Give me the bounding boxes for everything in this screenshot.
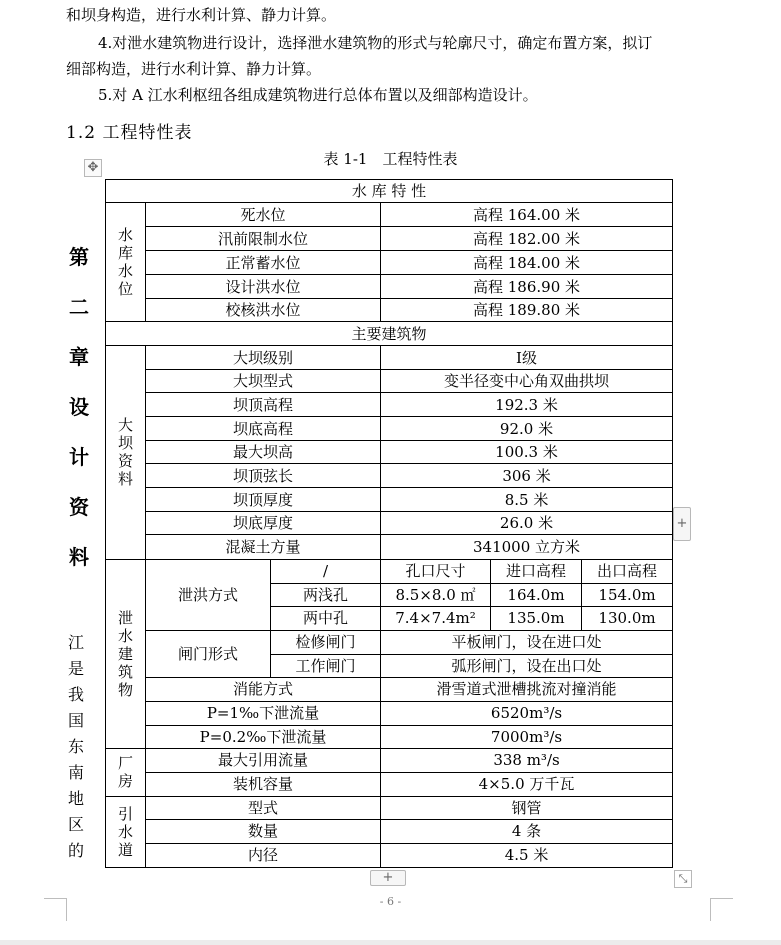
table-row	[106, 393, 673, 417]
outlet-size: 7.4×7.4m²	[381, 606, 491, 630]
gate-label: 闸门形式	[146, 630, 271, 677]
table-row	[106, 464, 673, 488]
table-row	[106, 748, 673, 772]
outlet-header-inlet: 进口高程	[491, 559, 582, 583]
table-resize-handle-icon[interactable]: ⤡	[674, 870, 692, 888]
reservoir-label: 正常蓄水位	[146, 251, 381, 275]
reservoir-value: 高程 182.00 米	[381, 227, 673, 251]
gate-name: 检修闸门	[271, 630, 381, 654]
table-row	[106, 559, 673, 583]
side-flow-char: 区	[67, 815, 84, 834]
side-flow-text	[64, 630, 88, 864]
spillway-group-label: 泄水建筑物	[106, 559, 146, 748]
dam-value: 92.0 米	[381, 417, 673, 441]
table-row	[106, 772, 673, 796]
penstock-group-label: 引水道	[106, 796, 146, 867]
reservoir-value: 高程 189.80 米	[381, 299, 673, 322]
gate-value: 平板闸门，设在进口处	[381, 630, 673, 654]
table-row	[106, 535, 673, 559]
dam-label: 最大坝高	[146, 441, 381, 464]
dam-label: 坝顶高程	[146, 393, 381, 417]
table-row	[106, 227, 673, 251]
side-heading-char: 设	[69, 395, 89, 419]
table-row	[106, 346, 673, 370]
outlet-inlet: 135.0m	[491, 606, 582, 630]
table-row	[106, 725, 673, 748]
buildings-header: 主要建筑物	[106, 322, 673, 346]
reservoir-label: 设计洪水位	[146, 275, 381, 299]
dam-value: 306 米	[381, 464, 673, 488]
spill-label: P=1‰下泄流量	[146, 701, 381, 725]
table-row	[106, 843, 673, 867]
table-row	[106, 441, 673, 464]
table-row	[106, 203, 673, 227]
table-row	[106, 488, 673, 512]
side-heading-char: 料	[69, 545, 89, 569]
side-flow-char: 我	[67, 685, 84, 704]
outlet-outlet: 154.0m	[582, 583, 673, 606]
side-flow-char: 地	[67, 789, 84, 808]
body-text-line-4: 5.对 A 江水利枢纽各组成建筑物进行总体布置以及细部构造设计。	[98, 86, 538, 104]
spill-label: P=0.2‰下泄流量	[146, 725, 381, 748]
side-flow-char: 国	[67, 711, 84, 730]
reservoir-value: 高程 186.90 米	[381, 275, 673, 299]
table-row	[106, 370, 673, 393]
side-flow-char: 江	[67, 633, 84, 652]
dam-label: 坝底厚度	[146, 512, 381, 535]
dam-label: 大坝型式	[146, 370, 381, 393]
side-flow-char: 是	[67, 659, 84, 678]
gate-value: 弧形闸门，设在出口处	[381, 654, 673, 677]
body-text-line-1: 和坝身构造，进行水利计算、静力计算。	[66, 6, 337, 24]
dam-label: 大坝级别	[146, 346, 381, 370]
table-row	[106, 180, 673, 203]
gate-name: 工作闸门	[271, 654, 381, 677]
powerhouse-label: 装机容量	[146, 772, 381, 796]
side-flow-char: 的	[67, 841, 84, 860]
side-flow-char: 南	[67, 763, 84, 782]
table-row	[106, 512, 673, 535]
penstock-label: 内径	[146, 843, 381, 867]
dam-value: 341000 立方米	[381, 535, 673, 559]
side-heading-char: 章	[69, 345, 89, 369]
table-row	[106, 417, 673, 441]
dam-label: 坝顶厚度	[146, 488, 381, 512]
table-row	[106, 322, 673, 346]
section-title: 1.2 工程特性表	[66, 123, 193, 143]
penstock-value: 4.5 米	[381, 843, 673, 867]
reservoir-label: 汛前限制水位	[146, 227, 381, 251]
outlet-size: 8.5×8.0 ㎡	[381, 583, 491, 606]
powerhouse-label: 最大引用流量	[146, 748, 381, 772]
table-row	[106, 275, 673, 299]
outlet-name: 两中孔	[271, 606, 381, 630]
table-row	[106, 630, 673, 654]
dam-label: 坝顶弦长	[146, 464, 381, 488]
discharge-mode-label: 泄洪方式	[146, 559, 271, 630]
dam-value: Ⅰ级	[381, 346, 673, 370]
body-text-line-3: 细部构造，进行水利计算、静力计算。	[66, 60, 322, 78]
side-heading-char: 计	[69, 445, 89, 469]
spill-value: 7000m³/s	[381, 725, 673, 748]
table-row	[106, 677, 673, 701]
spill-value: 滑雪道式泄槽挑流对撞消能	[381, 677, 673, 701]
powerhouse-group-label: 厂房	[106, 748, 146, 796]
outlet-outlet: 130.0m	[582, 606, 673, 630]
penstock-value: 4 条	[381, 819, 673, 843]
spill-value: 6520m³/s	[381, 701, 673, 725]
table-row	[106, 701, 673, 725]
table-row	[106, 299, 673, 322]
add-row-button[interactable]: +	[370, 870, 406, 886]
dam-group-label: 大坝资料	[106, 346, 146, 559]
side-flow-char: 东	[67, 737, 84, 756]
side-heading-char: 资	[69, 495, 89, 519]
reservoir-value: 高程 164.00 米	[381, 203, 673, 227]
dam-label: 混凝土方量	[146, 535, 381, 559]
outlet-header-size: 孔口尺寸	[381, 559, 491, 583]
side-heading-char: 第	[69, 245, 89, 269]
page-bottom-bar	[0, 940, 781, 945]
outlet-inlet: 164.0m	[491, 583, 582, 606]
spec-table	[105, 179, 673, 868]
spill-label: 消能方式	[146, 677, 381, 701]
penstock-label: 数量	[146, 819, 381, 843]
penstock-label: 型式	[146, 796, 381, 819]
dam-value: 192.3 米	[381, 393, 673, 417]
penstock-value: 钢管	[381, 796, 673, 819]
dam-value: 8.5 米	[381, 488, 673, 512]
crop-mark-left	[44, 898, 67, 921]
dam-label: 坝底高程	[146, 417, 381, 441]
dam-value: 变半径变中心角双曲拱坝	[381, 370, 673, 393]
table-row	[106, 251, 673, 275]
body-text-line-2: 4.对泄水建筑物进行设计，选择泄水建筑物的形式与轮廓尺寸，确定布置方案，拟订	[98, 34, 653, 52]
side-heading-char: 二	[69, 295, 89, 319]
reservoir-value: 高程 184.00 米	[381, 251, 673, 275]
add-column-button[interactable]: +	[673, 507, 691, 541]
reservoir-label: 校核洪水位	[146, 299, 381, 322]
outlet-header-outlet: 出口高程	[582, 559, 673, 583]
table-move-handle-icon[interactable]: ✥	[84, 159, 102, 177]
table-row	[106, 819, 673, 843]
table-row	[106, 796, 673, 819]
dam-value: 26.0 米	[381, 512, 673, 535]
powerhouse-value: 338 m³/s	[381, 748, 673, 772]
crop-mark-right	[710, 898, 733, 921]
side-chapter-heading	[64, 232, 94, 582]
reservoir-group-label: 水库水位	[106, 203, 146, 322]
dam-value: 100.3 米	[381, 441, 673, 464]
reservoir-label: 死水位	[146, 203, 381, 227]
outlet-header-slash: /	[271, 559, 381, 583]
powerhouse-value: 4×5.0 万千瓦	[381, 772, 673, 796]
outlet-name: 两浅孔	[271, 583, 381, 606]
reservoir-header: 水 库 特 性	[106, 180, 673, 203]
page-number: - 6 -	[379, 895, 402, 908]
table-caption: 表 1-1 工程特性表	[323, 150, 458, 168]
